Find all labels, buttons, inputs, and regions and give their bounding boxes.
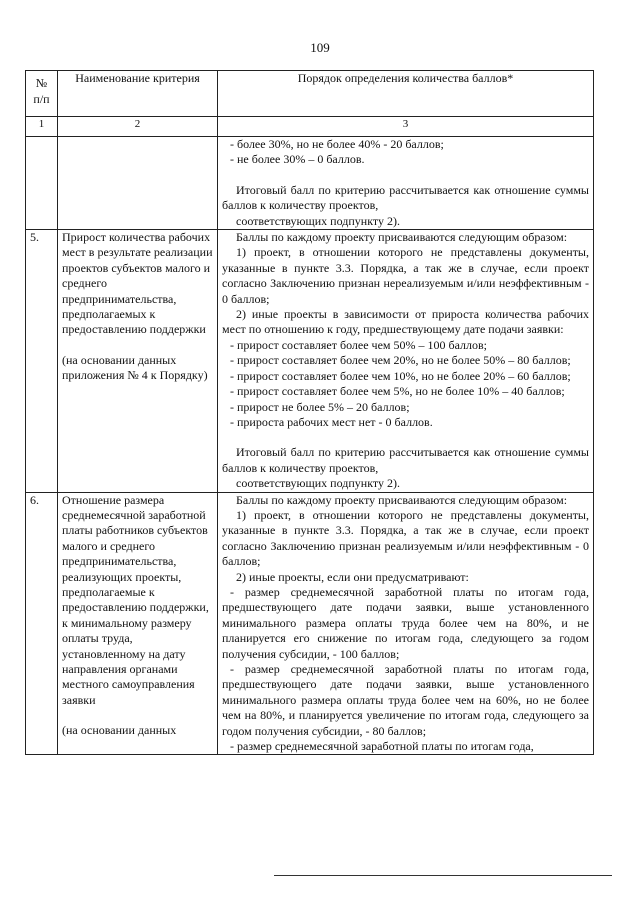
procedure-point-1: 1) проект, в отношении которого не представлены документы, указанные в пункте 3.3. Порядка, а так же в случае, если проект согласно Заключению признан нереализуемым и/или неэффективным - 0 баллов; (222, 245, 589, 306)
list-item: - прирост составляет более чем 10%, но не более 20% – 60 баллов; (230, 368, 571, 383)
total-note-end: соответствующих подпункту 2). (236, 476, 400, 491)
procedure-intro: Баллы по каждому проекту присваиваются следующим образом: (236, 230, 568, 245)
total-note: Итоговый балл по критерию рассчитывается как отношение суммы баллов к количеству проектов, (222, 445, 589, 475)
list-item: - прирост не более 5% – 20 баллов; (230, 399, 410, 414)
criterion-name: Прирост количества рабочих мест в результате реализации проектов субъектов малого и среднего предпринимательства, предполагаемых к предоставлению поддержки (62, 230, 213, 337)
cell-name (58, 137, 218, 230)
header-num-line1: № (35, 76, 48, 90)
header-num-line2: п/п (33, 92, 50, 106)
row-number: 5. (26, 230, 58, 493)
criterion-basis: (на основании данных приложения № 4 к Порядку) (62, 352, 208, 383)
list-item: - размер среднемесячной заработной платы по итогам года, (230, 739, 534, 754)
list-item: - не более 30% – 0 баллов. (230, 152, 365, 167)
procedure-intro: Баллы по каждому проекту присваиваются следующим образом: (236, 492, 568, 507)
footer-rule (274, 875, 612, 876)
list-item: - размер среднемесячной заработной платы по итогам года, предшествующего дате подачи заявки, выше установленного минимального размера оплаты труда более чем на 60%, но не более чем на 80%, и планируется увеличение по итогам года, следующего за годом получения субсидии, - 80 баллов; (222, 662, 589, 738)
list-item: - прирост составляет более чем 5%, но не более 10% – 40 баллов; (230, 384, 565, 399)
procedure-point-2: 2) иные проекты, если они предусматривают: (236, 569, 469, 584)
list-item: - размер среднемесячной заработной платы по итогам года, предшествующего дате подачи заявки, выше установленного минимального размера оплаты труда более чем на 80%, и не планируется его снижение по итогам года, следующего за годом получения субсидии, - 100 баллов; (222, 584, 589, 661)
header-num (26, 71, 58, 117)
criterion-name: Отношение размера среднемесячной заработной платы работников субъектов малого и среднего предпринимательства, реализующих проекты, предполагаемые к предоставлению поддержки, к минимальному размеру оплаты труда, установленному на дату направления органами местного самоуправления заявки (62, 492, 209, 707)
table-row-6 (26, 492, 594, 755)
procedure-point-2: 2) иные проекты в зависимости от прироста количества рабочих мест по отношению к году, предшествующему дате подачи заявки: (222, 307, 589, 337)
total-note: Итоговый балл по критерию рассчитывается как отношение суммы баллов к количеству проектов, (222, 182, 589, 213)
total-note-end: соответствующих подпункту 2). (236, 213, 400, 228)
procedure-cell (218, 492, 594, 755)
procedure-point-1: 1) проект, в отношении которого не представлены документы, указанные в пункте 3.3. Порядка, а так же в случае, если проект согласно Заключению признан реализуемым и/или неэффективным - 0 баллов; (222, 507, 589, 569)
cell-num (26, 137, 58, 230)
header-procedure: Порядок определения количества баллов* (218, 71, 594, 117)
column-index: 1 (26, 117, 58, 137)
criteria-table (25, 70, 594, 755)
column-index-row (26, 117, 594, 137)
procedure-cell (218, 230, 594, 493)
criterion-cell (58, 230, 218, 493)
list-item: - более 30%, но не более 40% - 20 баллов; (230, 137, 444, 151)
table-row-continued (26, 137, 594, 230)
criterion-basis: (на основании данных (62, 723, 177, 738)
column-index: 3 (218, 117, 594, 137)
table-header-row (26, 71, 594, 117)
cell-procedure (218, 137, 594, 230)
list-item: - прироста рабочих мест нет - 0 баллов. (230, 414, 433, 429)
column-index: 2 (58, 117, 218, 137)
row-number: 6. (26, 492, 58, 755)
criterion-cell (58, 492, 218, 755)
header-criterion: Наименование критерия (58, 71, 218, 117)
list-item: - прирост составляет более чем 50% – 100 баллов; (230, 337, 488, 352)
list-item: - прирост составляет более чем 20%, но не более 50% – 80 баллов; (230, 353, 571, 368)
page-number: 109 (310, 40, 330, 55)
table-row-5 (26, 230, 594, 493)
